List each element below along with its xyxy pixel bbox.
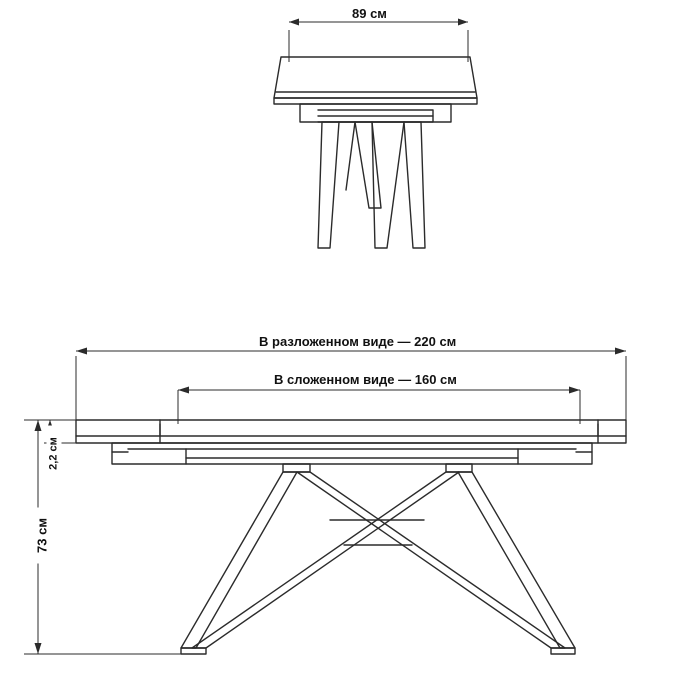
end-view-leg-left [318,122,339,248]
front-view-leg-c [297,472,565,648]
end-view-leg-right [404,122,425,248]
dimension-label-folded-length: В сложенном виде — 160 см [270,372,461,387]
end-view-leg-center-left [355,122,381,208]
dimension-89 [289,19,468,63]
dimension-label-thickness: 2,2 см [47,426,62,482]
front-view-apron [112,443,592,464]
arrow-bottom [35,643,42,654]
dimension-label-width: 89 см [348,6,391,21]
arrow-right [615,348,626,355]
dimension-label-height: 73 см [35,508,50,564]
end-view-tabletop-front [274,98,477,104]
front-view-tabletop [76,420,626,443]
arrow-right [569,387,580,394]
front-view-leg-top-left [283,464,310,472]
end-view-mechanism [300,104,451,122]
front-view-leg-b [458,472,575,648]
front-view-foot-left [181,648,206,654]
end-view-leg-cross [339,122,355,190]
end-view-group [274,57,477,248]
front-view-leg-a [181,472,297,648]
end-view-leg-diagonal [372,122,404,248]
front-view-leg-top-right [446,464,472,472]
front-view-foot-right [551,648,575,654]
dimension-folded [178,387,580,425]
front-view-group [76,420,626,654]
arrow-left [289,19,299,26]
arrow-top [35,420,42,431]
arrow-left [76,348,87,355]
arrow-right [458,19,468,26]
arrow-left [178,387,189,394]
dimension-label-extended-length: В разложенном виде — 220 см [255,334,460,349]
